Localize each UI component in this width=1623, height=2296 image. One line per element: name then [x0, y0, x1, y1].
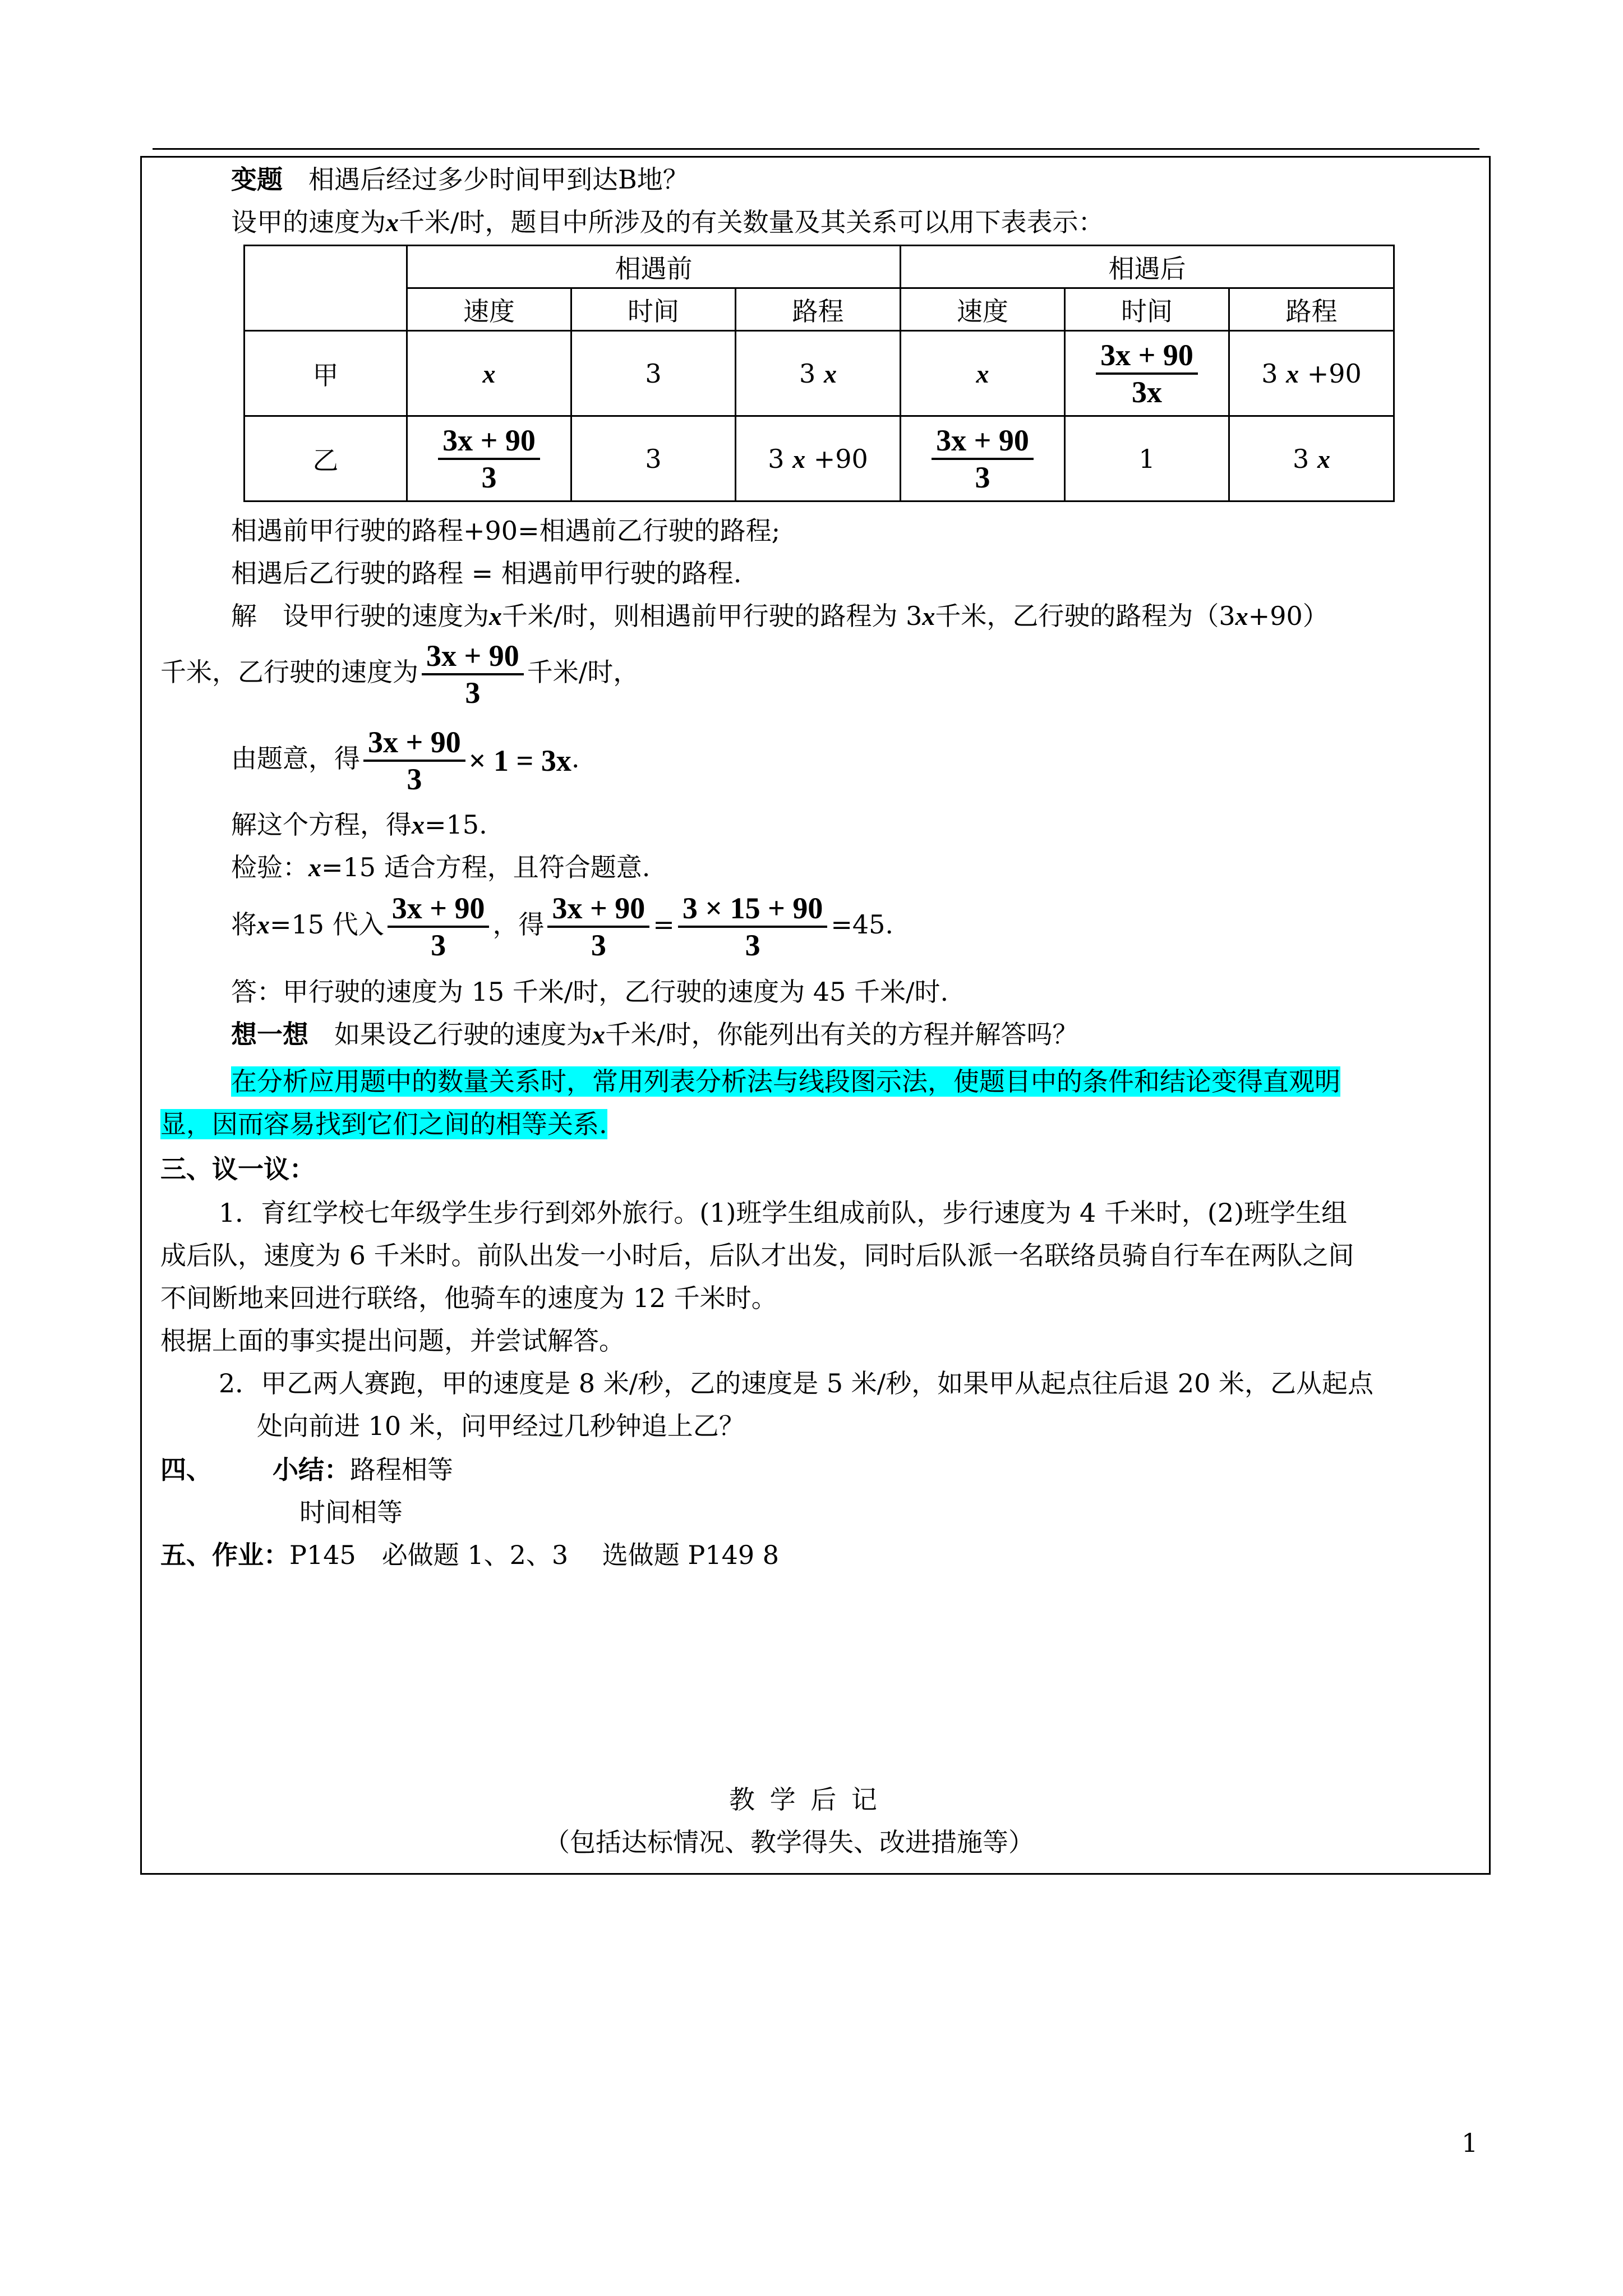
- solution-line-5: 检验：x=15 适合方程，且符合题意.: [231, 852, 651, 882]
- variant-title: 变题: [231, 164, 283, 195]
- col-header: 时间: [571, 288, 736, 331]
- summary-line: 四、: [160, 1455, 212, 1485]
- solution-line-1: 解 设甲行驶的速度为x千米/时，则相遇前甲行驶的路程为 3x千米，乙行驶的路程为（3x+90）: [231, 601, 1329, 631]
- fraction: $\frac{3x + 90}{3}$: [932, 423, 1034, 495]
- table-corner: [245, 246, 407, 331]
- table-cell: [901, 416, 1065, 501]
- table-row: [245, 416, 1394, 501]
- fraction: $\frac{3x + 90}{3x}$: [1096, 338, 1198, 409]
- relation-2: 相遇后乙行驶的路程 = 相遇前甲行驶的路程.: [231, 558, 742, 588]
- fraction: $\frac{3x + 90}{3}$: [388, 891, 490, 963]
- quantity-table: [243, 245, 1395, 502]
- postscript-title: 教 学 后 记: [729, 1784, 880, 1815]
- col-header: 速度: [901, 288, 1065, 331]
- table-row: [245, 331, 1394, 416]
- discuss-p1-line1: 1．育红学校七年级学生步行到郊外旅行。(1)班学生组成前队，步行速度为 4 千米时，(2)班学生组: [219, 1198, 1348, 1228]
- table-cell: 1: [1065, 416, 1229, 501]
- discuss-p2-line1: 2．甲乙两人赛跑，甲的速度是 8 米/秒，乙的速度是 5 米/秒，如果甲从起点往后退 20 米，乙从起点: [219, 1368, 1374, 1398]
- group-after-header: 相遇后: [901, 246, 1394, 288]
- table-cell: 3 x: [736, 331, 901, 416]
- col-header: 路程: [736, 288, 901, 331]
- row-label: 乙: [245, 416, 407, 501]
- setup-text-b: 千米/时，题目中所涉及的有关数量及其关系可以用下表表示：: [399, 207, 1104, 237]
- row-label: 甲: [245, 331, 407, 416]
- think-line: 想一想 如果设乙行驶的速度为x千米/时，你能列出有关的方程并解答吗？: [231, 1019, 1078, 1050]
- col-header: 路程: [1229, 288, 1394, 331]
- postscript-note: （包括达标情况、教学得失、改进措施等）: [544, 1827, 1034, 1857]
- solution-line-3: 由题意，得 $\frac{3x + 90}{3}$ × 1 = 3x.: [231, 725, 580, 796]
- variant-question: 相遇后经过多少时间甲到达B地？: [308, 164, 689, 195]
- col-header: 时间: [1065, 288, 1229, 331]
- table-cell: [1065, 331, 1229, 416]
- top-rule: [153, 148, 1479, 150]
- col-header: 速度: [407, 288, 571, 331]
- table-cell: 3 x: [1229, 416, 1394, 501]
- highlight-line-1: 在分析应用题中的数量关系时，常用列表分析法与线段图示法，使题目中的条件和结论变得直观明: [231, 1066, 1340, 1097]
- fraction: $\frac{3x + 90}{3}$: [438, 423, 540, 495]
- table-cell: [407, 416, 571, 501]
- summary-content: 小结：路程相等: [273, 1455, 453, 1485]
- fraction: $\frac{3 \times 15 + 90}{3}$: [678, 891, 828, 963]
- table-cell: 3: [571, 416, 736, 501]
- highlight-line-2: 显，因而容易找到它们之间的相等关系.: [160, 1109, 607, 1139]
- discuss-p1-line3: 不间断地来回进行联络，他骑车的速度为 12 千米时。: [160, 1283, 777, 1313]
- summary-item-2: 时间相等: [299, 1497, 403, 1527]
- discuss-p1-end: 根据上面的事实提出问题，并尝试解答。: [160, 1326, 625, 1356]
- solution-line-4: 解这个方程，得x=15.: [231, 809, 487, 840]
- fraction: $\frac{3x + 90}{3}$: [422, 638, 524, 710]
- table-cell: 3: [571, 331, 736, 416]
- setup-line: [231, 205, 1104, 240]
- discuss-p2-line2: 处向前进 10 米，问甲经过几秒钟追上乙？: [257, 1411, 745, 1441]
- var-x: x: [386, 208, 399, 237]
- solution-line-2: 千米，乙行驶的速度为 $\frac{3x + 90}{3}$ 千米/时，: [160, 639, 639, 710]
- group-before-header: 相遇前: [407, 246, 901, 288]
- answer-line: 答：甲行驶的速度为 15 千米/时，乙行驶的速度为 45 千米/时.: [231, 977, 949, 1007]
- fraction: $\frac{3x + 90}{3}$: [363, 725, 465, 797]
- solution-line-6: 将x=15 代入 $\frac{3x + 90}{3}$ ，得 $\frac{3x + 90}{3}$ = $\frac{3 \times 15 + 90}{3}$ =45.: [231, 891, 894, 962]
- table-cell: 3 x +90: [1229, 331, 1394, 416]
- variant-line: [231, 163, 689, 196]
- setup-text-a: 设甲的速度为: [231, 207, 386, 237]
- relation-1: 相遇前甲行驶的路程+90=相遇前乙行驶的路程;: [231, 516, 781, 546]
- table-cell: 3 x +90: [736, 416, 901, 501]
- fraction: $\frac{3x + 90}{3}$: [547, 891, 649, 963]
- discuss-p1-line2: 成后队，速度为 6 千米时。前队出发一小时后，后队才出发，同时后队派一名联络员骑自行车在两队之间: [160, 1240, 1354, 1271]
- discuss-heading: 三、议一议：: [160, 1154, 315, 1184]
- page-number: 1: [1461, 2128, 1478, 2158]
- table-cell: x: [901, 331, 1065, 416]
- table-cell: x: [407, 331, 571, 416]
- homework-line: 五、作业：P145 必做题 1、2、3 选做题 P149 8: [160, 1540, 780, 1570]
